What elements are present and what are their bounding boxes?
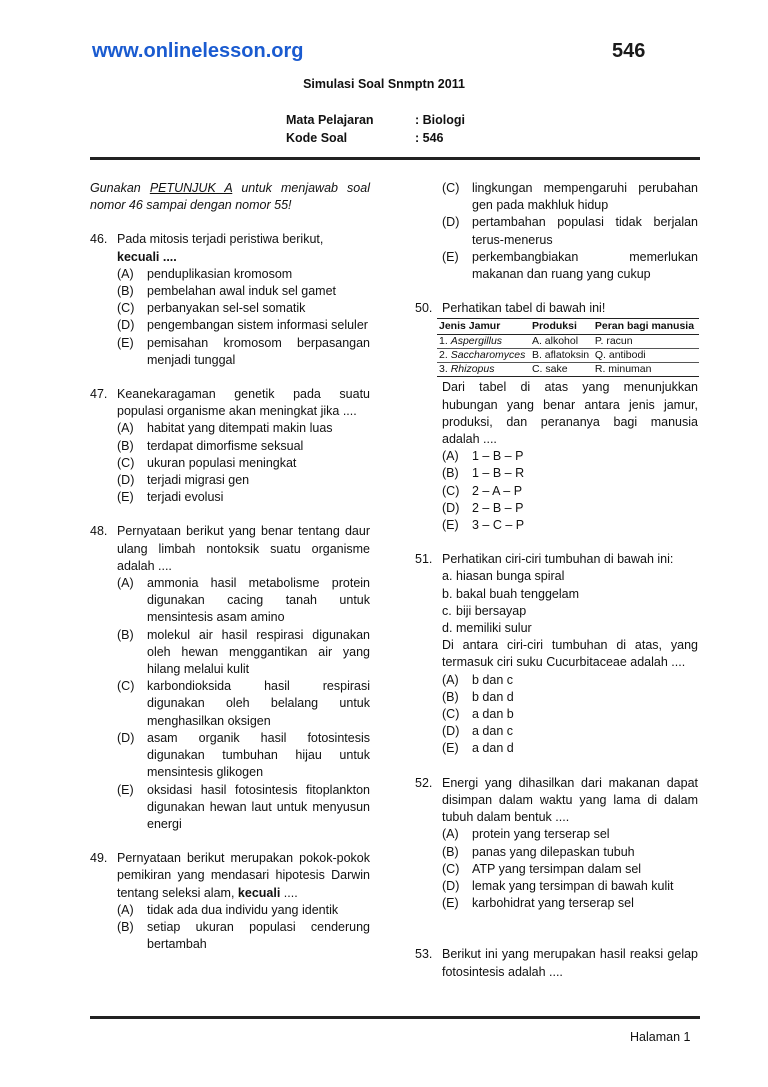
item-text: hiasan bunga spiral (456, 569, 565, 584)
option (442, 483, 698, 500)
page-title: Simulasi Soal Snmptn 2011 (303, 77, 465, 91)
option (442, 740, 698, 757)
question-number: 52. (415, 775, 433, 790)
option-text: terjadi evolusi (147, 490, 224, 505)
option-label: (A) (442, 827, 459, 842)
option (117, 335, 370, 369)
option-text: pengembangan sistem informasi seluler (147, 318, 368, 333)
option-label: (B) (117, 438, 134, 453)
option-label: (A) (117, 266, 134, 281)
table-cell (437, 349, 530, 363)
question-51 (415, 551, 698, 757)
question-number: 46. (90, 232, 108, 247)
option (442, 465, 698, 482)
option (117, 575, 370, 627)
option-text: oksidasi hasil fotosintesis fitoplankton digunakan hewan laut untuk menyusun energi (147, 782, 370, 831)
question-text: Keanekaragaman genetik pada suatu populasi organisme akan meningkat jika .... (117, 387, 370, 419)
option-text: habitat yang ditempati makin luas (147, 421, 333, 436)
question-body: Dari tabel di atas yang menunjukkan hubungan yang benar antara jenis jamur, produksi, dan perananya bagi manusia adalah .... (442, 380, 698, 447)
table-header: Jenis Jamur (437, 319, 530, 335)
option (442, 214, 698, 248)
question-49 (90, 850, 370, 953)
option-label: (E) (117, 335, 134, 350)
option-label: (D) (117, 473, 135, 488)
option-text: 1 – B – P (472, 449, 524, 464)
option-text: a dan b (472, 707, 514, 722)
option-label: (B) (117, 627, 134, 642)
table-header-row (437, 319, 699, 335)
question-text: Perhatikan ciri-ciri tumbuhan di bawah ini: (442, 552, 674, 567)
list-item (415, 568, 698, 585)
option-text: setiap ukuran populasi cenderung bertambah (147, 919, 370, 952)
option-label: (C) (442, 483, 460, 498)
question-50 (415, 300, 698, 534)
option-label: (C) (117, 301, 135, 316)
option-label: (C) (442, 181, 460, 195)
genus-name: Saccharomyces (450, 349, 526, 362)
option (442, 689, 698, 706)
option-label: (D) (442, 878, 460, 893)
table-header: Peran bagi manusia (593, 319, 699, 335)
table-row (437, 335, 699, 349)
option-text: ATP yang tersimpan dalam sel (472, 861, 642, 876)
option-text: a dan d (472, 741, 514, 756)
option (117, 455, 370, 472)
question-tail: .... (280, 885, 298, 900)
option-text: protein yang terserap sel (472, 827, 610, 842)
option-label: (A) (117, 421, 134, 436)
page-number: Halaman 1 (630, 1030, 691, 1044)
option-text: lingkungan mempengaruhi perubahan gen pada makhluk hidup (472, 181, 698, 213)
option-text: 2 – A – P (472, 483, 523, 498)
option-label: (C) (442, 861, 460, 876)
instruction (90, 180, 370, 214)
option (117, 489, 370, 506)
right-column (415, 180, 698, 981)
footer-divider (90, 1016, 700, 1019)
question-text: Perhatikan tabel di bawah ini! (442, 301, 606, 316)
list-item (415, 620, 698, 637)
item-text: memiliki sulur (456, 621, 532, 636)
option-label: (D) (117, 318, 135, 333)
table-row (437, 349, 699, 363)
option (442, 180, 698, 214)
meta-label-code: Kode Soal (286, 131, 348, 145)
question-46 (90, 231, 370, 369)
question-text: Pernyataan berikut yang benar tentang daur ulang limbah nontoksik suatu organisme adalah .... (117, 524, 370, 573)
option-text: ammonia hasil metabolisme protein digunakan cacing tanah untuk mensintesis asam amino (147, 576, 370, 625)
option-text: pertambahan populasi tidak berjalan terus-menerus (472, 215, 698, 247)
question-number: 47. (90, 387, 108, 402)
option-label: (B) (442, 844, 459, 859)
table-cell: P. racun (593, 335, 699, 349)
question-47 (90, 386, 370, 506)
option-label: (C) (117, 679, 135, 694)
option (117, 283, 370, 300)
table-cell (437, 363, 530, 377)
fungi-table (437, 318, 699, 377)
option (442, 723, 698, 740)
option-label: (C) (442, 707, 460, 722)
option-label: (B) (442, 466, 459, 481)
option (442, 826, 698, 843)
option-text: karbondioksida hasil respirasi digunakan oleh belalang untuk menghasilkan oksigen (147, 679, 370, 728)
table-cell: B. aflatoksin (530, 349, 593, 363)
option (442, 500, 698, 517)
table-row (437, 363, 699, 377)
question-text: Berikut ini yang merupakan hasil reaksi gelap fotosintesis adalah .... (442, 947, 698, 979)
question-number: 53. (415, 947, 433, 962)
option-label: (E) (117, 782, 134, 797)
left-column (90, 180, 370, 953)
option-text: pemisahan kromosom berpasangan menjadi tunggal (147, 335, 370, 367)
question-text: Pernyataan berikut merupakan pokok-pokok pemikiran yang mendasari hipotesis Darwin tentang seleksi alam, (117, 851, 370, 900)
option-label: (E) (442, 249, 459, 264)
question-49-continued (415, 180, 698, 283)
option-label: (A) (442, 672, 459, 687)
question-number: 50. (415, 301, 433, 316)
option (117, 919, 370, 953)
option-text: lemak yang tersimpan di bawah kulit (472, 878, 674, 893)
option (117, 420, 370, 437)
question-text: Energi yang dihasilkan dari makanan dapat disimpan dalam waktu yang lama di dalam tubuh dalam bentuk .... (442, 775, 698, 825)
option-label: (B) (442, 689, 459, 704)
option-text: terjadi migrasi gen (147, 473, 250, 488)
row-number: 2. (439, 349, 451, 362)
option-text: b dan d (472, 689, 514, 704)
meta-value-code: : 546 (415, 131, 444, 145)
option-text: panas yang dilepaskan tubuh (472, 844, 635, 859)
option-label: (D) (442, 500, 460, 515)
option-text: tidak ada dua individu yang identik (147, 902, 339, 917)
item-text: biji bersayap (456, 603, 527, 618)
option-text: karbohidrat yang terserap sel (472, 896, 634, 911)
option (117, 266, 370, 283)
question-text: Pada mitosis terjadi peristiwa berikut, (117, 232, 324, 247)
question-number: 49. (90, 851, 108, 866)
option-label: (D) (442, 724, 460, 739)
option-text: 3 – C – P (472, 518, 525, 533)
option-text: pembelahan awal induk sel gamet (147, 284, 337, 299)
option (442, 861, 698, 878)
question-52 (415, 775, 698, 913)
meta-value-subject: : Biologi (415, 113, 465, 127)
table-header: Produksi (530, 319, 593, 335)
option (117, 317, 370, 334)
instruction-link: PETUNJUK A (149, 181, 233, 195)
question-body: Di antara ciri-ciri tumbuhan di atas, yang termasuk ciri suku Cucurbitaceae adalah .... (442, 638, 698, 670)
table-cell: R. minuman (593, 363, 699, 377)
option-label: (B) (117, 919, 134, 934)
option-label: (A) (117, 902, 134, 917)
option-text: terdapat dimorfisme seksual (147, 438, 304, 453)
option-text: perbanyakan sel-sel somatik (147, 301, 306, 316)
option-label: (D) (117, 730, 135, 745)
item-label: d. (442, 621, 453, 636)
item-label: b. (442, 586, 453, 601)
option-label: (E) (442, 741, 459, 756)
option-label: (B) (117, 284, 134, 299)
option (117, 902, 370, 919)
option-text: penduplikasian kromosom (147, 266, 293, 281)
item-label: c. (442, 603, 452, 618)
option-text: molekul air hasil respirasi digunakan oleh hewan menggantikan air yang hilang melalui kulit (147, 627, 370, 677)
meta-label-subject: Mata Pelajaran (286, 113, 374, 127)
option-text: asam organik hasil fotosintesis digunakan tumbuhan hijau untuk mensintesis glikogen (147, 730, 370, 780)
row-number: 1. (439, 335, 451, 348)
table-cell: Q. antibodi (593, 349, 699, 363)
option-label: (D) (442, 215, 460, 230)
option (442, 448, 698, 465)
option (442, 706, 698, 723)
option (442, 895, 698, 912)
option (442, 249, 698, 283)
question-53 (415, 946, 698, 980)
option-text: ukuran populasi meningkat (147, 455, 297, 470)
option (117, 782, 370, 834)
option (442, 844, 698, 861)
option-label: (E) (442, 518, 459, 533)
item-text: bakal buah tenggelam (456, 586, 580, 601)
exam-code: 546 (612, 40, 646, 62)
option (442, 878, 698, 895)
option-text: perkembangbiakan memerlukan makanan dan ruang yang cukup (472, 249, 698, 282)
question-number: 51. (415, 552, 433, 567)
question-number: 48. (90, 524, 108, 539)
instruction-post: untuk menjawab soal nomor 46 sampai dengan nomor 55! (90, 181, 370, 213)
site-url: www.onlinelesson.org (92, 40, 304, 62)
option (117, 678, 370, 730)
instruction-pre: Gunakan (90, 181, 150, 195)
option-text: 1 – B – R (472, 466, 525, 481)
option (442, 517, 698, 534)
question-keyword: kecuali (237, 885, 281, 900)
row-number: 3. (439, 363, 451, 376)
option-label: (E) (117, 490, 134, 505)
option (117, 627, 370, 679)
option-text: 2 – B – P (472, 500, 524, 515)
option (117, 730, 370, 782)
option (117, 472, 370, 489)
table-cell: A. alkohol (530, 335, 593, 349)
option-text: a dan c (472, 724, 514, 739)
list-item (415, 586, 698, 603)
option (442, 672, 698, 689)
genus-name: Aspergillus (450, 335, 503, 348)
option-label: (A) (442, 449, 459, 464)
option-label: (E) (442, 896, 459, 911)
option (117, 300, 370, 317)
table-cell: C. sake (530, 363, 593, 377)
table-cell (437, 335, 530, 349)
genus-name: Rhizopus (450, 363, 495, 376)
option-label: (C) (117, 455, 135, 470)
question-keyword: kecuali .... (117, 249, 177, 264)
header-divider (90, 157, 700, 160)
option-text: b dan c (472, 672, 514, 687)
question-48 (90, 523, 370, 833)
option (117, 438, 370, 455)
list-item (415, 603, 698, 620)
item-label: a. (442, 569, 453, 584)
option-label: (A) (117, 576, 134, 591)
